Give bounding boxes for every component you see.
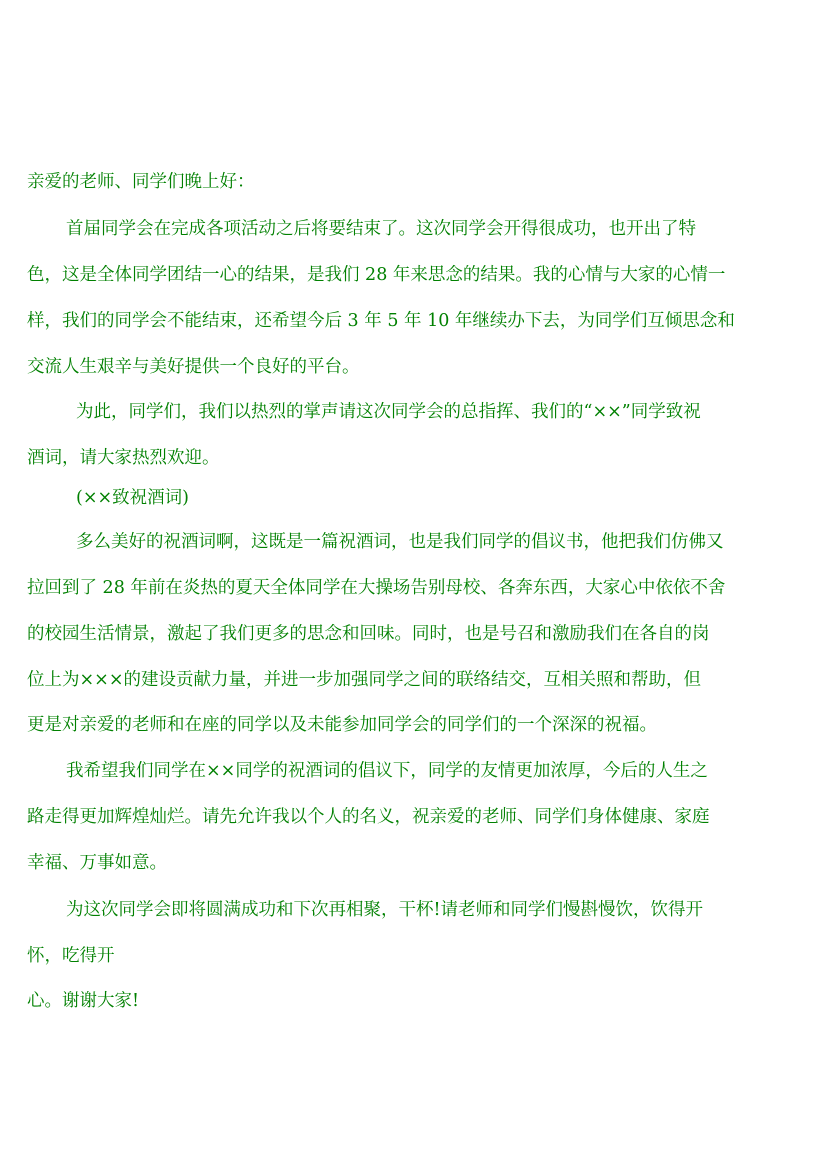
paragraph-2-line-1: 为此，同学们，我们以热烈的掌声请这次同学会的总指挥、我们的“××”同学致祝: [76, 402, 701, 422]
paragraph-3-line-3: 的校园生活情景，激起了我们更多的思念和回味。同时，也是号召和激励我们在各自的岗: [27, 624, 710, 644]
paragraph-3-line-4: 位上为×××的建设贡献力量，并进一步加强同学之间的联络结交，互相关照和帮助，但: [27, 670, 701, 690]
paragraph-5-line-1: 为这次同学会即将圆满成功和下次再相聚，干杯!请老师和同学们慢斟慢饮，饮得开: [66, 900, 704, 920]
paragraph-5-line-2: 怀，吃得开: [27, 946, 115, 966]
paragraph-4-line-1: 我希望我们同学在××同学的祝酒词的倡议下，同学的友情更加浓厚，今后的人生之: [66, 761, 708, 781]
paragraph-1-line-1: 首届同学会在完成各项活动之后将要结束了。这次同学会开得很成功，也开出了特: [66, 219, 696, 239]
toast-note: (××致祝酒词): [76, 488, 189, 508]
paragraph-3-line-1: 多么美好的祝酒词啊，这既是一篇祝酒词，也是我们同学的倡议书，他把我们仿佛又: [76, 532, 724, 552]
paragraph-3-line-2: 拉回到了 28 年前在炎热的夏天全体同学在大操场告别母校、各奔东西，大家心中依依不舍: [27, 578, 726, 598]
paragraph-4-line-2: 路走得更加辉煌灿烂。请先允许我以个人的名义，祝亲爱的老师、同学们身体健康、家庭: [27, 807, 710, 827]
paragraph-1-line-2: 色，这是全体同学团结一心的结果，是我们 28 年来思念的结果。我的心情与大家的心情一: [27, 265, 726, 285]
paragraph-1-line-4: 交流人生艰辛与美好提供一个良好的平台。: [27, 357, 360, 377]
closing-line: 心。谢谢大家!: [27, 991, 140, 1011]
paragraph-4-line-3: 幸福、万事如意。: [27, 853, 167, 873]
paragraph-1-line-3: 样，我们的同学会不能结束，还希望今后 3 年 5 年 10 年继续办下去，为同学们互倾思念和: [27, 311, 735, 331]
paragraph-2-line-2: 酒词，请大家热烈欢迎。: [27, 448, 220, 468]
greeting-line: 亲爱的老师、同学们晚上好：: [27, 172, 255, 192]
paragraph-3-line-5: 更是对亲爱的老师和在座的同学以及未能参加同学会的同学们的一个深深的祝福。: [27, 715, 657, 735]
